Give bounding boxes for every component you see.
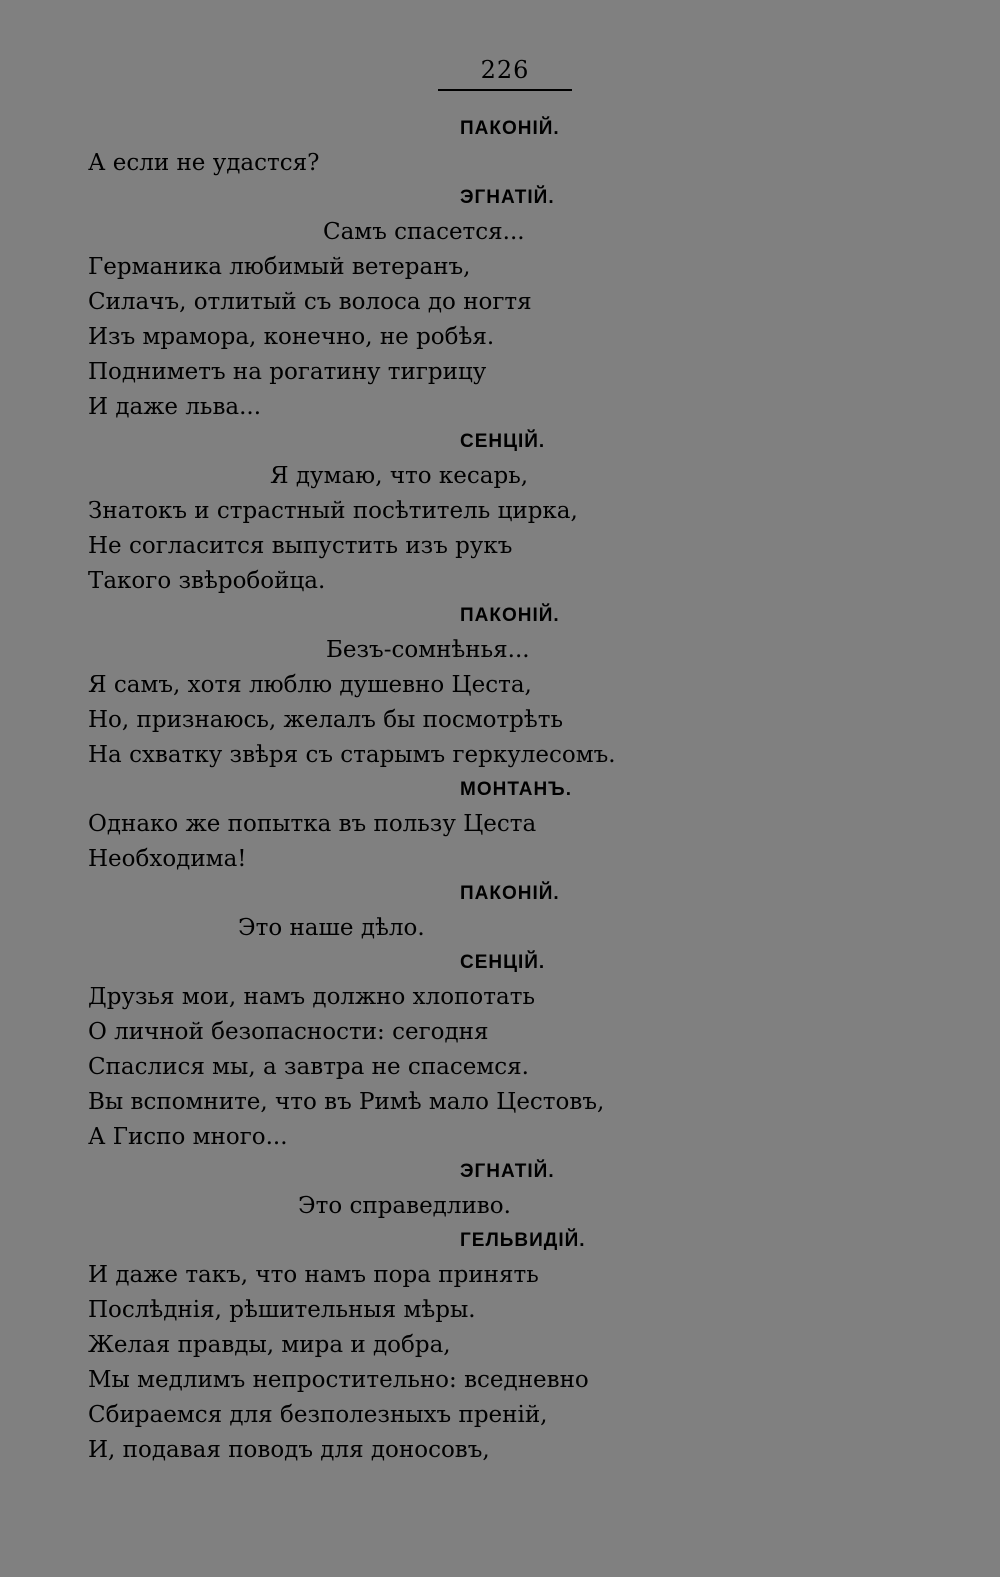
verse-line: Знатокъ и страстный посѣтитель цирка, <box>88 498 578 524</box>
speaker-name: ПАКОНІЙ. <box>460 883 560 904</box>
verse-line: Необходима! <box>88 846 247 872</box>
speaker-name: ГЕЛЬВИДІЙ. <box>460 1230 586 1251</box>
verse-line: И даже такъ, что намъ пора принять <box>88 1262 539 1288</box>
speaker-name: ПАКОНІЙ. <box>460 605 560 626</box>
speaker-name: ЭГНАТІЙ. <box>460 187 555 208</box>
verse-line: Желая правды, мира и добра, <box>88 1332 451 1358</box>
verse-line: Спаслися мы, а завтра не спасемся. <box>88 1054 529 1080</box>
verse-line: Однако же попытка въ пользу Цеста <box>88 811 537 837</box>
verse-line: А если не удастся? <box>88 150 320 176</box>
verse-line: Изъ мрамора, конечно, не робѣя. <box>88 324 495 350</box>
speaker-name: ЭГНАТІЙ. <box>460 1161 555 1182</box>
speaker-name: СЕНЦІЙ. <box>460 952 546 973</box>
play-text <box>88 112 968 1468</box>
verse-line: Вы вспомните, что въ Римѣ мало Цестовъ, <box>88 1089 605 1115</box>
verse-line: Силачъ, отлитый съ волоса до ногтя <box>88 289 532 315</box>
verse-line: Это наше дѣло. <box>238 915 425 941</box>
verse-line: Германика любимый ветеранъ, <box>88 254 471 280</box>
speaker-name: ПАКОНІЙ. <box>460 118 560 139</box>
page-number: 226 <box>480 56 530 84</box>
verse-line: Безъ-сомнѣнья... <box>326 637 530 663</box>
verse-line: Это справедливо. <box>298 1193 511 1219</box>
verse-line: И, подавая поводъ для доносовъ, <box>88 1437 490 1463</box>
verse-line: Друзья мои, намъ должно хлопотать <box>88 984 535 1010</box>
verse-line: Самъ спасется... <box>323 219 525 245</box>
verse-line: Я самъ, хотя люблю душевно Цеста, <box>88 672 532 698</box>
verse-line: И даже льва... <box>88 394 262 420</box>
verse-line: А Гиспо много... <box>88 1124 288 1150</box>
verse-line: Такого звѣробойца. <box>88 568 326 594</box>
verse-line: Подниметъ на рогатину тигрицу <box>88 359 487 385</box>
verse-line: Сбираемся для безполезныхъ преній, <box>88 1402 548 1428</box>
verse-line: Я думаю, что кесарь, <box>270 463 529 489</box>
verse-line: Не согласится выпустить изъ рукъ <box>88 533 513 559</box>
verse-line: Мы медлимъ непростительно: вседневно <box>88 1367 589 1393</box>
verse-line: Послѣднія, рѣшительныя мѣры. <box>88 1297 476 1323</box>
verse-line: На схватку звѣря съ старымъ геркулесомъ. <box>88 742 616 768</box>
verse-line: Но, признаюсь, желалъ бы посмотрѣть <box>88 707 564 733</box>
speaker-name: СЕНЦІЙ. <box>460 431 546 452</box>
speaker-name: МОНТАНЪ. <box>460 779 572 800</box>
verse-line: О личной безопасности: сегодня <box>88 1019 489 1045</box>
page-number-rule <box>438 89 572 91</box>
